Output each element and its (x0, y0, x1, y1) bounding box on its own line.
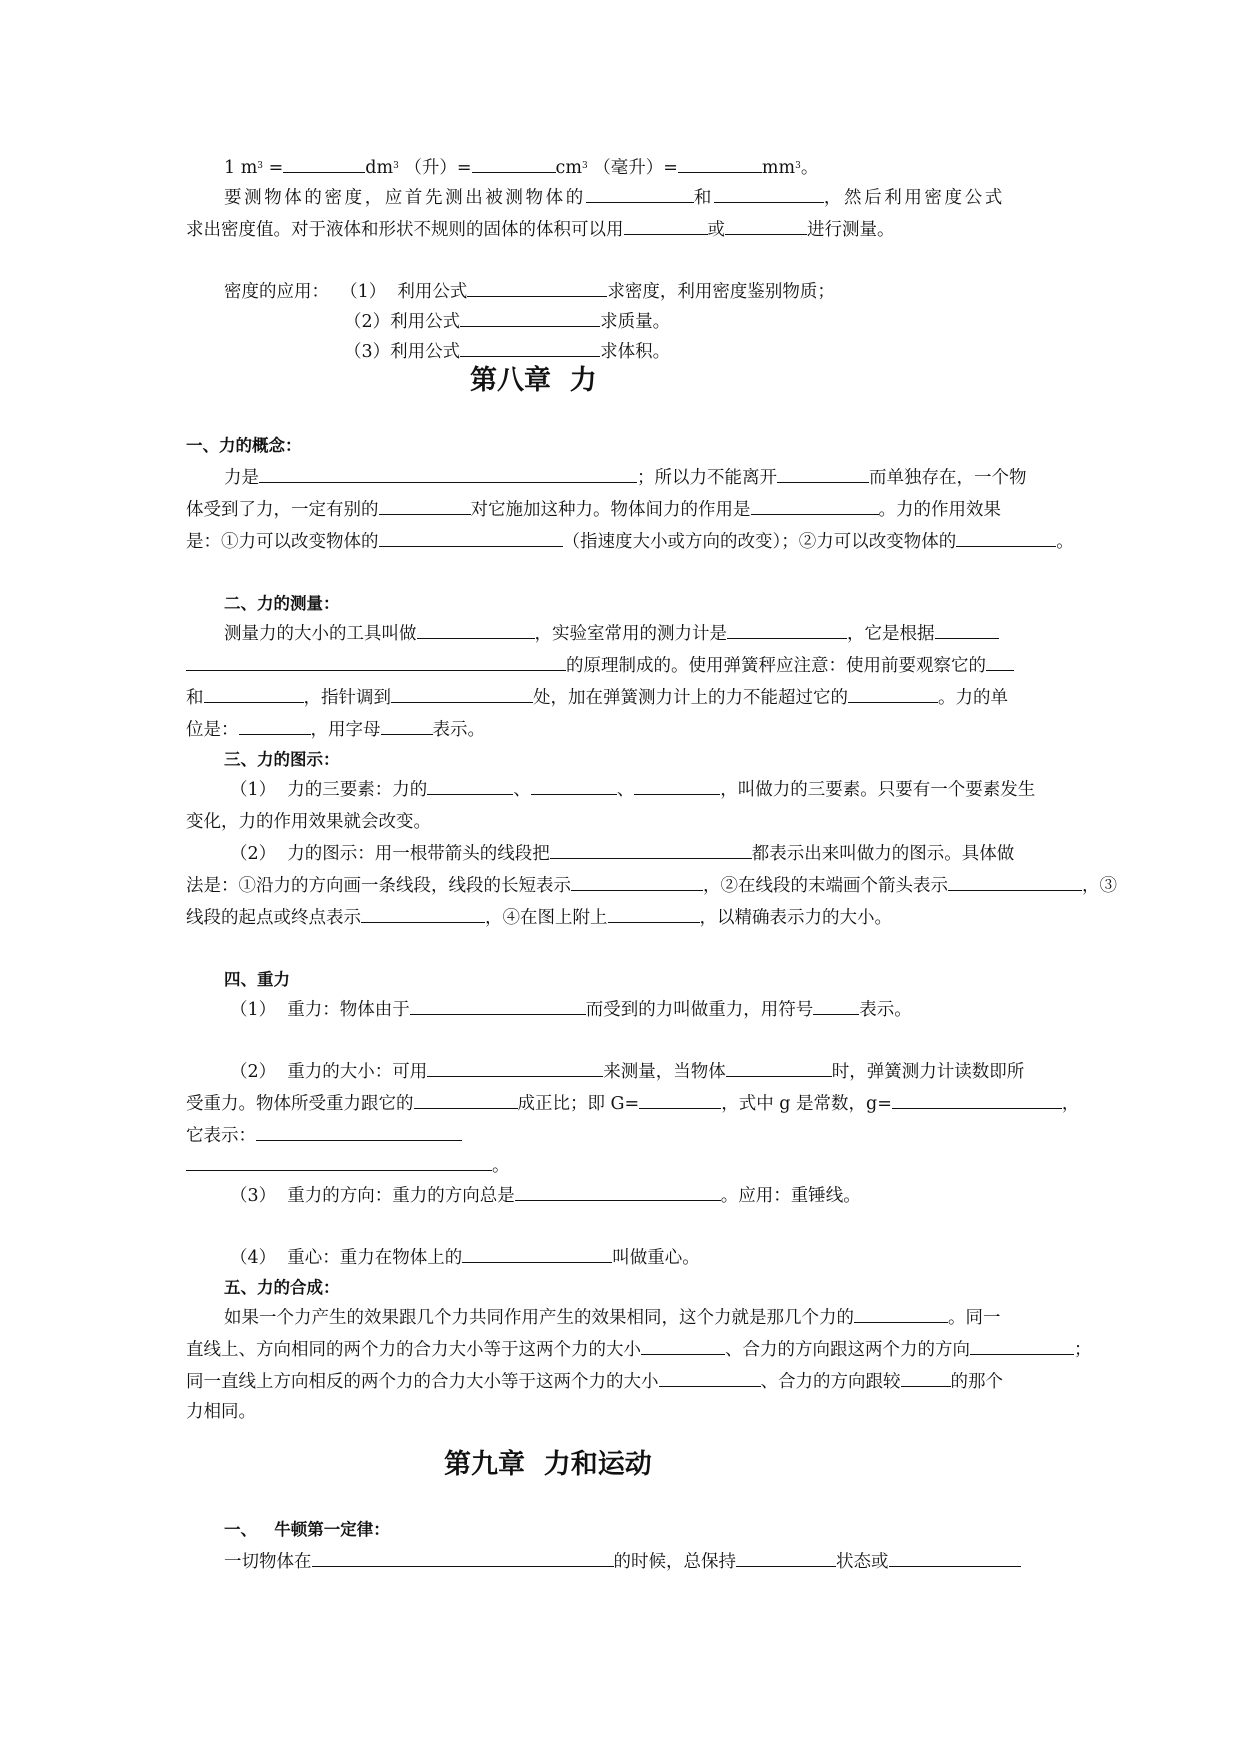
blank[interactable] (427, 1060, 603, 1077)
chapter-9-title: 第九章 力和运动 (444, 1449, 652, 1480)
gravity-line-2 (230, 1060, 1024, 1084)
text: （4） 重心：重力在物体上的 (230, 1248, 463, 1268)
blank[interactable] (659, 1370, 761, 1387)
text: 。力的单 (938, 688, 1008, 708)
text: ；所以力不能离开 (637, 468, 777, 488)
blank[interactable] (417, 622, 535, 639)
blank[interactable] (186, 1154, 492, 1171)
blank[interactable] (813, 998, 859, 1015)
text: 来测量，当物体 (603, 1062, 726, 1082)
text: （毫升）= (587, 158, 678, 178)
density-application-line-1 (224, 280, 835, 304)
text: mm (761, 158, 796, 178)
force-measurement-line-1 (224, 622, 999, 646)
newton-law-line-1 (224, 1550, 1021, 1574)
text: 要测物体的密度，应首先测出被测物体的 (224, 188, 586, 208)
section-heading-gravity: 四、重力 (224, 970, 290, 989)
force-diagram-line-2: 变化，力的作用效果就会改变。 (186, 812, 431, 832)
text: ，④在图上附上 (485, 908, 608, 928)
blank[interactable] (256, 1124, 462, 1141)
blank[interactable] (391, 686, 533, 703)
blank[interactable] (777, 466, 869, 483)
text: ，③ (1082, 876, 1117, 896)
text: 和 (186, 688, 204, 708)
blank[interactable] (283, 156, 365, 173)
superscript: 3 (393, 161, 399, 171)
blank[interactable] (935, 622, 999, 639)
text: 。 (800, 158, 819, 178)
blank[interactable] (467, 280, 607, 297)
superscript: 3 (581, 161, 588, 171)
text: ，实验室常用的测力计是 (534, 624, 727, 644)
measure-line-1 (224, 186, 1005, 210)
force-diagram-line-5 (186, 906, 892, 930)
text: 、 (513, 780, 531, 800)
chapter-8-title: 第八章 力 (470, 365, 597, 396)
text: 或 (707, 220, 725, 240)
gravity-line-5 (186, 1154, 510, 1178)
text: 力是 (224, 468, 259, 488)
force-diagram-line-1 (230, 778, 1035, 802)
measure-line-2 (186, 218, 895, 242)
blank[interactable] (259, 466, 637, 483)
blank[interactable] (678, 156, 762, 173)
text: 。同一 (948, 1308, 1001, 1328)
text: 的时候，总保持 (613, 1552, 736, 1572)
text: 线段的起点或终点表示 (186, 908, 361, 928)
section-heading-force-measurement: 二、力的测量： (224, 594, 340, 613)
text: （2） 重力的大小：可用 (230, 1062, 428, 1082)
text: 、合力的方向跟较 (760, 1372, 901, 1392)
blank[interactable] (889, 1550, 1021, 1567)
text: ， (1061, 1094, 1080, 1114)
gravity-line-3 (186, 1092, 1079, 1116)
force-concept-line-1 (224, 466, 1027, 490)
blank[interactable] (414, 1092, 518, 1109)
blank[interactable] (239, 718, 311, 735)
text: 的那个 (950, 1372, 1003, 1392)
text: 。 (1056, 532, 1074, 552)
blank[interactable] (379, 530, 563, 547)
blank[interactable] (848, 686, 938, 703)
composition-line-3 (186, 1370, 1003, 1394)
force-measurement-line-4 (186, 718, 485, 742)
blank[interactable] (531, 778, 617, 795)
text: （2）利用公式 (344, 312, 461, 332)
blank[interactable] (751, 498, 879, 515)
force-concept-line-2 (186, 498, 1001, 522)
text: 。应用：重锤线。 (720, 1186, 861, 1206)
blank[interactable] (970, 1338, 1074, 1355)
text: 对它施加这种力。物体间力的作用是 (470, 500, 751, 520)
blank[interactable] (460, 340, 600, 357)
text: （1） 重力：物体由于 (230, 1000, 410, 1020)
text: ； (1074, 1340, 1092, 1360)
superscript: 3 (257, 161, 264, 171)
blank[interactable] (472, 156, 556, 173)
blank[interactable] (639, 1092, 721, 1109)
blank[interactable] (956, 530, 1056, 547)
force-measurement-line-3 (186, 686, 1008, 710)
text: 密度的应用： （1） 利用公式 (224, 282, 468, 302)
text: ，它是根据 (847, 624, 935, 644)
text: ，以精确表示力的大小。 (699, 908, 892, 928)
gravity-line-7 (230, 1246, 700, 1270)
blank[interactable] (427, 778, 513, 795)
composition-line-4: 力相同。 (186, 1402, 256, 1422)
text: ，叫做力的三要素。只要有一个要素发生 (720, 780, 1036, 800)
text: dm (365, 158, 394, 178)
text: 如果一个力产生的效果跟几个力共同作用产生的效果相同，这个力就是那几个力的 (224, 1308, 854, 1328)
text: 的原理制成的。使用弹簧秤应注意：使用前要观察它的 (566, 656, 986, 676)
force-measurement-line-2 (186, 654, 1014, 678)
text: 表示。 (432, 720, 485, 740)
blank[interactable] (901, 1370, 951, 1387)
blank[interactable] (186, 654, 566, 671)
text: 受重力。物体所受重力跟它的 (186, 1094, 414, 1114)
blank[interactable] (634, 778, 720, 795)
density-application-line-3 (344, 340, 670, 364)
blank[interactable] (986, 654, 1014, 671)
text: ，式中 g 是常数，g= (721, 1094, 892, 1114)
text: 是：①力可以改变物体的 (186, 532, 379, 552)
text: 表示。 (859, 1000, 912, 1020)
blank[interactable] (312, 1550, 614, 1567)
section-heading-force-diagram: 三、力的图示： (224, 750, 340, 769)
unit-conversion-line (224, 156, 818, 180)
text: 成正比；即 G= (517, 1094, 640, 1114)
text: 。 (492, 1156, 510, 1176)
text: 而单独存在，一个物 (869, 468, 1027, 488)
text: 时，弹簧测力计读数即所 (831, 1062, 1025, 1082)
blank[interactable] (624, 218, 708, 235)
blank[interactable] (948, 874, 1082, 891)
force-diagram-line-3 (230, 842, 1014, 866)
section-heading-force-concept: 一、力的概念： (186, 436, 302, 455)
force-diagram-line-4 (186, 874, 1117, 898)
blank[interactable] (204, 686, 304, 703)
text: 求体积。 (600, 342, 671, 362)
text: 求出密度值。对于液体和形状不规则的固体的体积可以用 (186, 220, 624, 240)
blank[interactable] (515, 1184, 721, 1201)
gravity-line-6 (230, 1184, 861, 1208)
text: ，用字母 (310, 720, 381, 740)
text: 求密度，利用密度鉴别物质； (607, 282, 835, 302)
superscript: 3 (795, 161, 801, 171)
text: 都表示出来叫做力的图示。具体做 (751, 844, 1015, 864)
text: 处，加在弹簧测力计上的力不能超过它的 (533, 688, 848, 708)
blank[interactable] (714, 186, 824, 203)
text: 求质量。 (600, 312, 671, 332)
text: 法是：①沿力的方向画一条线段，线段的长短表示 (186, 876, 571, 896)
text: 同一直线上方向相反的两个力的合力大小等于这两个力的大小 (186, 1372, 659, 1392)
text: （1） 力的三要素：力的 (230, 780, 428, 800)
text: 直线上、方向相同的两个力的合力大小等于这两个力的大小 (186, 1340, 641, 1360)
text: 一切物体在 (224, 1552, 312, 1572)
blank[interactable] (410, 998, 586, 1015)
section-heading-force-composition: 五、力的合成： (224, 1278, 340, 1297)
blank[interactable] (586, 186, 694, 203)
text: （3） 重力的方向：重力的方向总是 (230, 1186, 515, 1206)
text: 、合力的方向跟这两个力的方向 (725, 1340, 970, 1360)
force-concept-line-3 (186, 530, 1074, 554)
text: 而受到的力叫做重力，用符号 (585, 1000, 814, 1020)
blank[interactable] (381, 718, 433, 735)
text: 进行测量。 (807, 220, 895, 240)
text: （2） 力的图示：用一根带箭头的线段把 (230, 844, 550, 864)
composition-line-1 (224, 1306, 1001, 1330)
blank[interactable] (736, 1550, 836, 1567)
blank[interactable] (641, 1338, 725, 1355)
text: 。力的作用效果 (878, 500, 1001, 520)
text: cm (555, 158, 582, 178)
text: 和 (693, 188, 714, 208)
text: 、 (616, 780, 635, 800)
text: 状态或 (836, 1552, 889, 1572)
text: 叫做重心。 (612, 1248, 700, 1268)
text: ，②在线段的末端画个箭头表示 (703, 876, 948, 896)
blank[interactable] (726, 1060, 832, 1077)
text: （指速度大小或方向的改变）；②力可以改变物体的 (562, 532, 957, 552)
text: 测量力的大小的工具叫做 (224, 624, 417, 644)
blank[interactable] (892, 1092, 1062, 1109)
blank[interactable] (379, 498, 471, 515)
section-heading-newton-first-law: 一、 牛顿第一定律： (224, 1520, 390, 1539)
blank[interactable] (608, 906, 700, 923)
text: （升）= (398, 158, 472, 178)
text: 位是： (186, 720, 239, 740)
density-application-line-2 (344, 310, 670, 334)
blank[interactable] (460, 310, 600, 327)
text: ，指针调到 (303, 688, 391, 708)
text: （3）利用公式 (344, 342, 461, 362)
blank[interactable] (361, 906, 485, 923)
text: ，然后利用密度公式 (823, 188, 1005, 208)
blank[interactable] (725, 218, 807, 235)
text: 它表示： (186, 1126, 256, 1146)
blank[interactable] (727, 622, 847, 639)
text: = (263, 158, 284, 178)
gravity-line-4 (186, 1124, 462, 1148)
composition-line-2 (186, 1338, 1092, 1362)
blank[interactable] (571, 874, 703, 891)
text: 体受到了力，一定有别的 (186, 500, 379, 520)
blank[interactable] (854, 1306, 948, 1323)
gravity-line-1 (230, 998, 912, 1022)
text: 1 m (224, 158, 258, 178)
blank[interactable] (550, 842, 752, 859)
blank[interactable] (462, 1246, 612, 1263)
